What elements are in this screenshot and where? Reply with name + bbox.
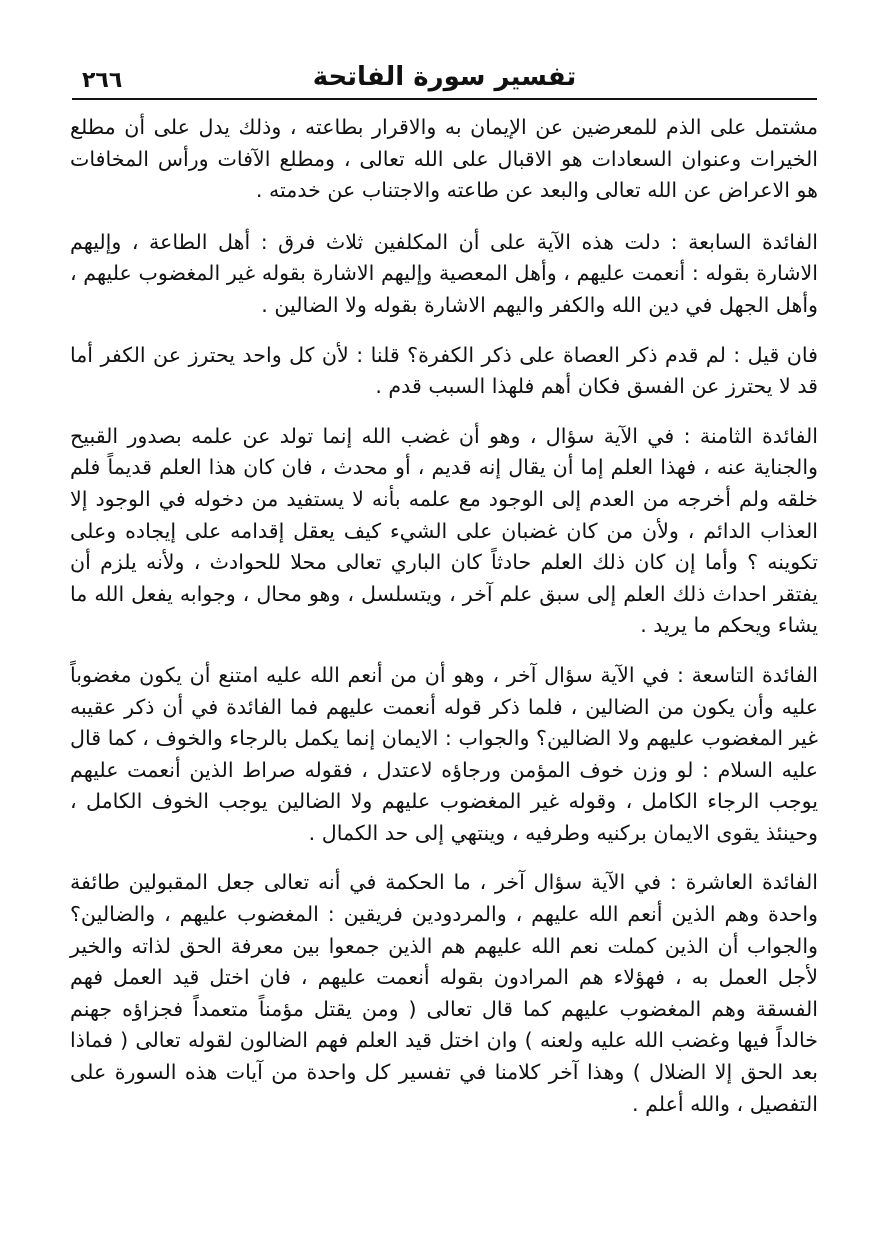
page-header (72, 62, 817, 100)
paragraph-tenth-benefit: الفائدة العاشرة : في الآية سؤال آخر ، ما الحكمة في أنه تعالى جعل المقبولين طائفة واحدة وهم الذين أنعم الله عليهم ، والمردودين فريقين : المغضوب عليهم ، والضالين؟ والجواب أن الذين كملت نعم الله عليهم هم الذين جمعوا بين معرفة الحق لذاته والخير لأجل العمل به ، فهؤلاء هم المرادون بقوله أنعمت عليهم ، فان اختل قيد العمل فهم الفسقة وهم المغضوب عليهم كما قال تعالى ( ومن يقتل مؤمناً متعمداً فجزاؤه جهنم خالداً فيها وغضب الله عليه ولعنه ) وان اختل قيد العلم فهم الضالون لقوله تعالى ( فماذا بعد الحق إلا الضلال ) وهذا آخر كلامنا في تفسير كل واحدة من آيات هذه السورة على التفصيل ، والله أعلم . (70, 870, 818, 1116)
running-title: تفسير سورة الفاتحة (312, 62, 577, 92)
paragraph-question-answer: فان قيل : لم قدم ذكر العصاة على ذكر الكفرة؟ قلنا : لأن كل واحد يحترز عن الكفر أما قد لا يحترز عن الفسق فكان أهم فلهذا السبب قدم . (70, 342, 818, 399)
paragraph-continuation: مشتمل على الذم للمعرضين عن الإيمان به والاقرار بطاعته ، وذلك يدل على أن مطلع الخيرات وعنوان السعادات هو الاقبال على الله تعالى ، ومطلع الآفات ورأس المخافات هو الاعراض عن الله تعالى والبعد عن طاعته والاجتناب عن خدمته . (70, 115, 818, 203)
page-number: ٢٦٦ (82, 68, 123, 93)
paragraph-seventh-benefit: الفائدة السابعة : دلت هذه الآية على أن المكلفين ثلاث فرق : أهل الطاعة ، وإليهم الاشارة بقوله : أنعمت عليهم ، وأهل المعصية وإليهم الاشارة بقوله غير المغضوب عليهم ، وأهل الجهل في دين الله والكفر واليهم الاشارة بقوله ولا الضالين . (70, 229, 818, 317)
paragraph-ninth-benefit: الفائدة التاسعة : في الآية سؤال آخر ، وهو أن من أنعم الله عليه امتنع أن يكون مغضوباً عليه وأن يكون من الضالين ، فلما ذكر قوله أنعمت عليهم فما الفائدة في أن ذكر عقيبه غير المغضوب عليهم ولا الضالين؟ والجواب : الايمان إنما يكمل بالرجاء والخوف ، كما قال عليه السلام : لو وزن خوف المؤمن ورجاؤه لاعتدل ، فقوله صراط الذين أنعمت عليهم يوجب الرجاء الكامل ، وقوله غير المغضوب عليهم ولا الضالين يوجب الخوف الكامل ، وحينئذ يقوى الايمان بركنيه وطرفيه ، وينتهي إلى حد الكمال . (70, 662, 818, 845)
paragraph-eighth-benefit: الفائدة الثامنة : في الآية سؤال ، وهو أن غضب الله إنما تولد عن علمه بصدور القبيح والجناية عنه ، فهذا العلم إما أن يقال إنه قديم ، أو محدث ، فان كان هذا العلم قديماً فلم خلقه ولم أخرجه من العدم إلى الوجود مع علمه بأنه لا يستفيد من دخوله في الوجود إلا العذاب الدائم ، ولأن من كان غضبان على الشيء كيف يعقل إقدامه على إيجاده وعلى تكوينه ؟ وأما إن كان ذلك العلم حادثاً كان الباري تعالى محلا للحوادث ، ولأنه يلزم أن يفتقر احداث ذلك العلم إلى سبق علم آخر ، ويتسلسل ، وهو محال ، وجوابه يفعل الله ما يشاء ويحكم ما يريد . (70, 423, 818, 638)
page-body (70, 112, 818, 1138)
